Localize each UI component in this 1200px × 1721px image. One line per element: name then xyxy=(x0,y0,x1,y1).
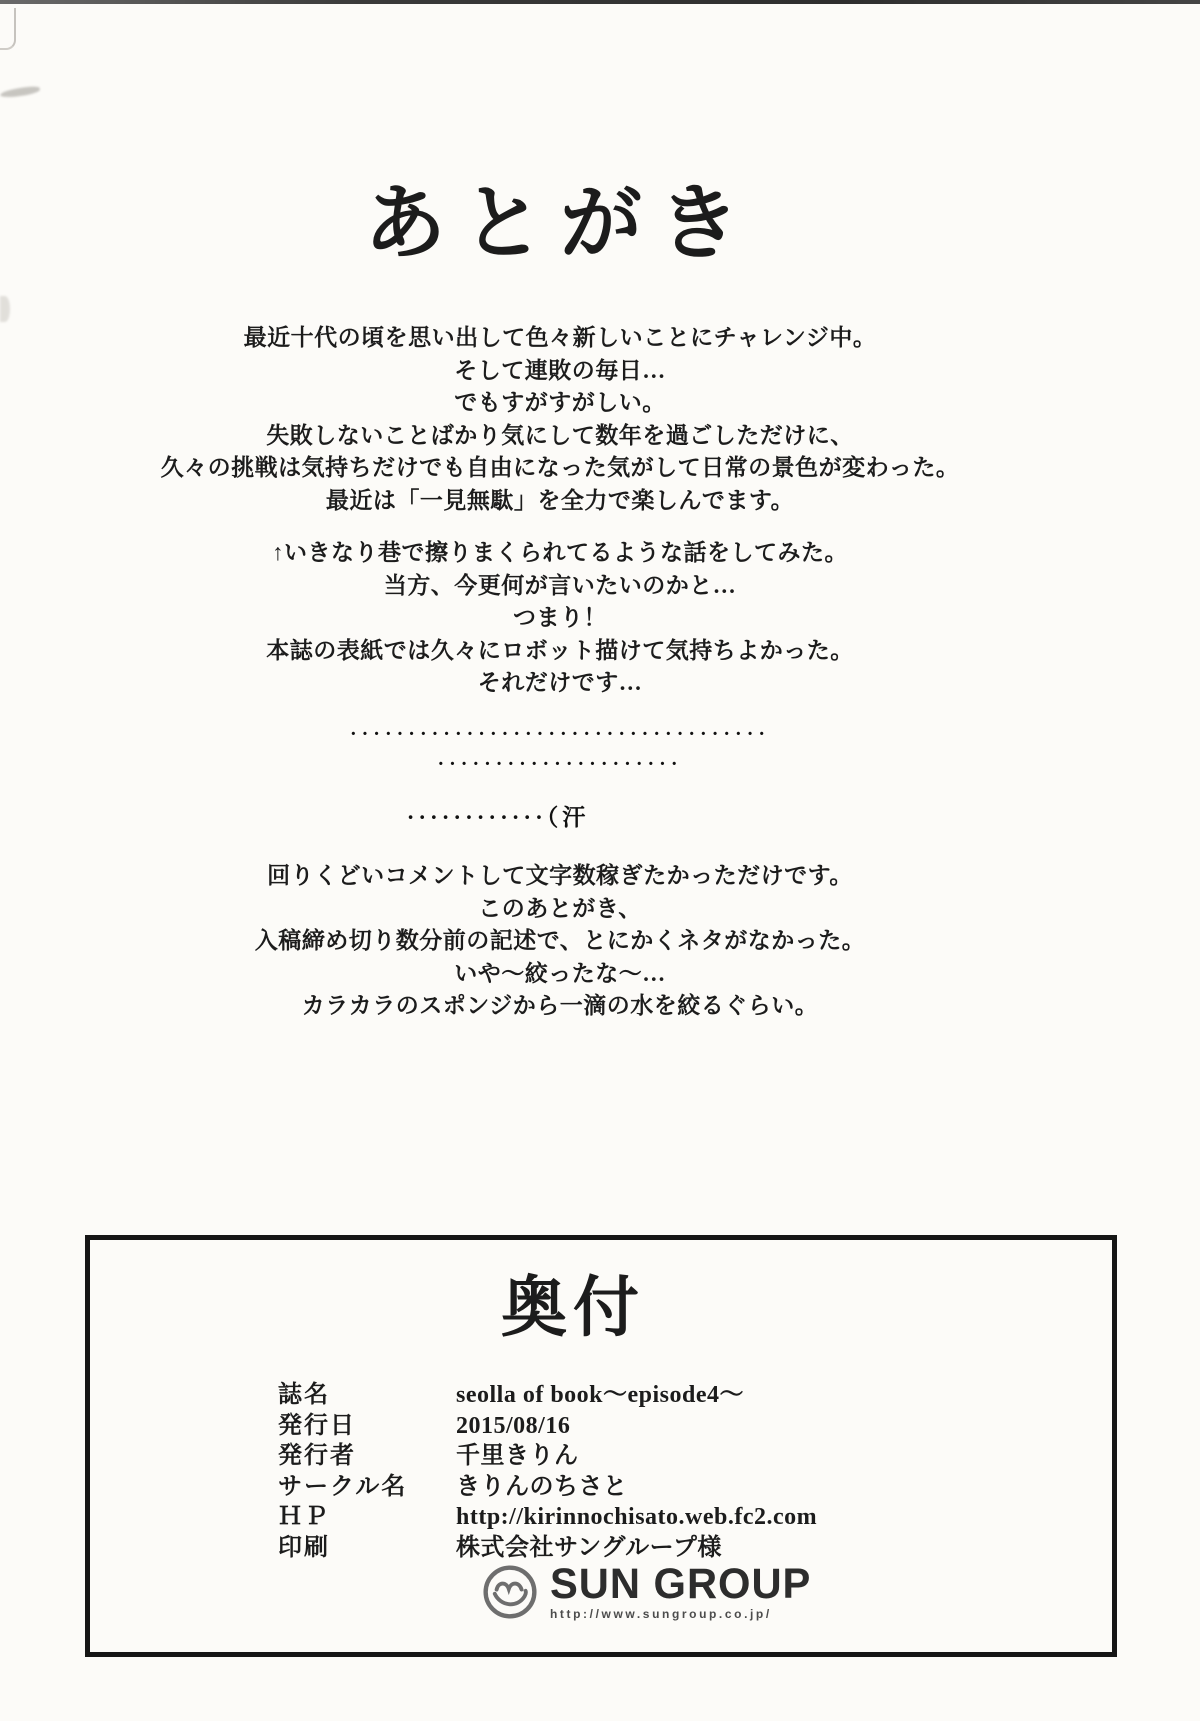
colophon-row-printer xyxy=(278,1533,817,1564)
afterword-paragraph-3 xyxy=(0,860,1120,1023)
scan-artifact-mark xyxy=(0,85,40,98)
colophon-title: 奥付 xyxy=(501,1272,645,1345)
colophon-value: 千里きりん xyxy=(456,1443,579,1469)
colophon-value: http://kirinnochisato.web.fc2.com xyxy=(456,1504,818,1530)
dotted-line-sweat: ············（汗 xyxy=(406,805,590,830)
sun-group-wordmark xyxy=(550,1562,819,1621)
colophon-table xyxy=(278,1380,817,1563)
text-line: 本誌の表紙では久々にロボット描けて気持ちよかった。 xyxy=(266,637,854,663)
colophon-row-publisher xyxy=(278,1441,817,1472)
text-line: 入稿締め切り数分前の記述で、とにかくネタがなかった。 xyxy=(254,928,866,954)
colophon-value: 2015/08/16 xyxy=(456,1412,571,1439)
scan-artifact-mark xyxy=(0,296,10,322)
colophon-value: 株式会社サングループ様 xyxy=(456,1534,722,1561)
colophon-row-circle xyxy=(278,1472,817,1503)
scan-artifact-mark xyxy=(0,8,16,50)
colophon-label: 誌名 xyxy=(278,1382,330,1408)
text-line: このあとがき、 xyxy=(478,895,642,921)
text-line: つまり！ xyxy=(513,605,607,631)
text-line: それだけです… xyxy=(477,670,643,696)
colophon-label: サークル名 xyxy=(278,1473,408,1500)
text-line: そして連敗の毎日… xyxy=(454,357,666,383)
sun-group-circle-icon xyxy=(482,1564,538,1625)
sun-group-logo xyxy=(482,1562,819,1625)
colophon-row-homepage xyxy=(278,1502,817,1533)
dotted-line: ····················· xyxy=(437,753,683,775)
afterword-paragraph-2 xyxy=(0,537,1120,700)
colophon-row-title xyxy=(278,1380,817,1411)
colophon-label: ＨＰ xyxy=(278,1504,330,1530)
text-line: 最近十代の頃を思い出して色々新しいことにチャレンジ中。 xyxy=(243,325,877,350)
sun-group-url: http://www.sungroup.co.jp/ xyxy=(550,1607,772,1621)
colophon-box xyxy=(85,1235,1117,1657)
text-line: 回りくどいコメントして文字数稼ぎたかっただけです。 xyxy=(267,863,853,888)
colophon-label: 発行日 xyxy=(278,1412,356,1439)
text-line: でもすがすがしい。 xyxy=(454,390,666,416)
sun-group-name: SUN GROUP xyxy=(550,1560,812,1608)
colophon-row-date xyxy=(278,1411,817,1442)
text-line: ↑いきなり巷で擦りまくられてるような話をしてみた。 xyxy=(272,540,848,565)
colophon-value: きりんのちさと xyxy=(456,1473,628,1500)
text-line: 最近は「一見無駄」を全力で楽しんでます。 xyxy=(325,487,795,513)
dotted-line: ···································· xyxy=(349,723,771,745)
text-line: いや～絞ったな～… xyxy=(454,960,666,986)
afterword-paragraph-1 xyxy=(0,322,1120,518)
text-line: カラカラのスポンジから一滴の水を絞るぐらい。 xyxy=(301,993,819,1019)
colophon-label: 印刷 xyxy=(278,1534,330,1561)
text-line: 久々の挑戦は気持ちだけでも自由になった気がして日常の景色が変わった。 xyxy=(160,455,960,481)
colophon-value: seolla of book～episode4～ xyxy=(456,1382,745,1408)
scan-artifact-top-edge xyxy=(0,0,1200,4)
text-line: 当方、今更何が言いたいのかと… xyxy=(383,572,737,598)
text-line: 失敗しないことばかり気にして数年を過ごしただけに、 xyxy=(266,422,854,448)
page-title: あとがき xyxy=(363,178,756,269)
colophon-label: 発行者 xyxy=(278,1443,356,1469)
